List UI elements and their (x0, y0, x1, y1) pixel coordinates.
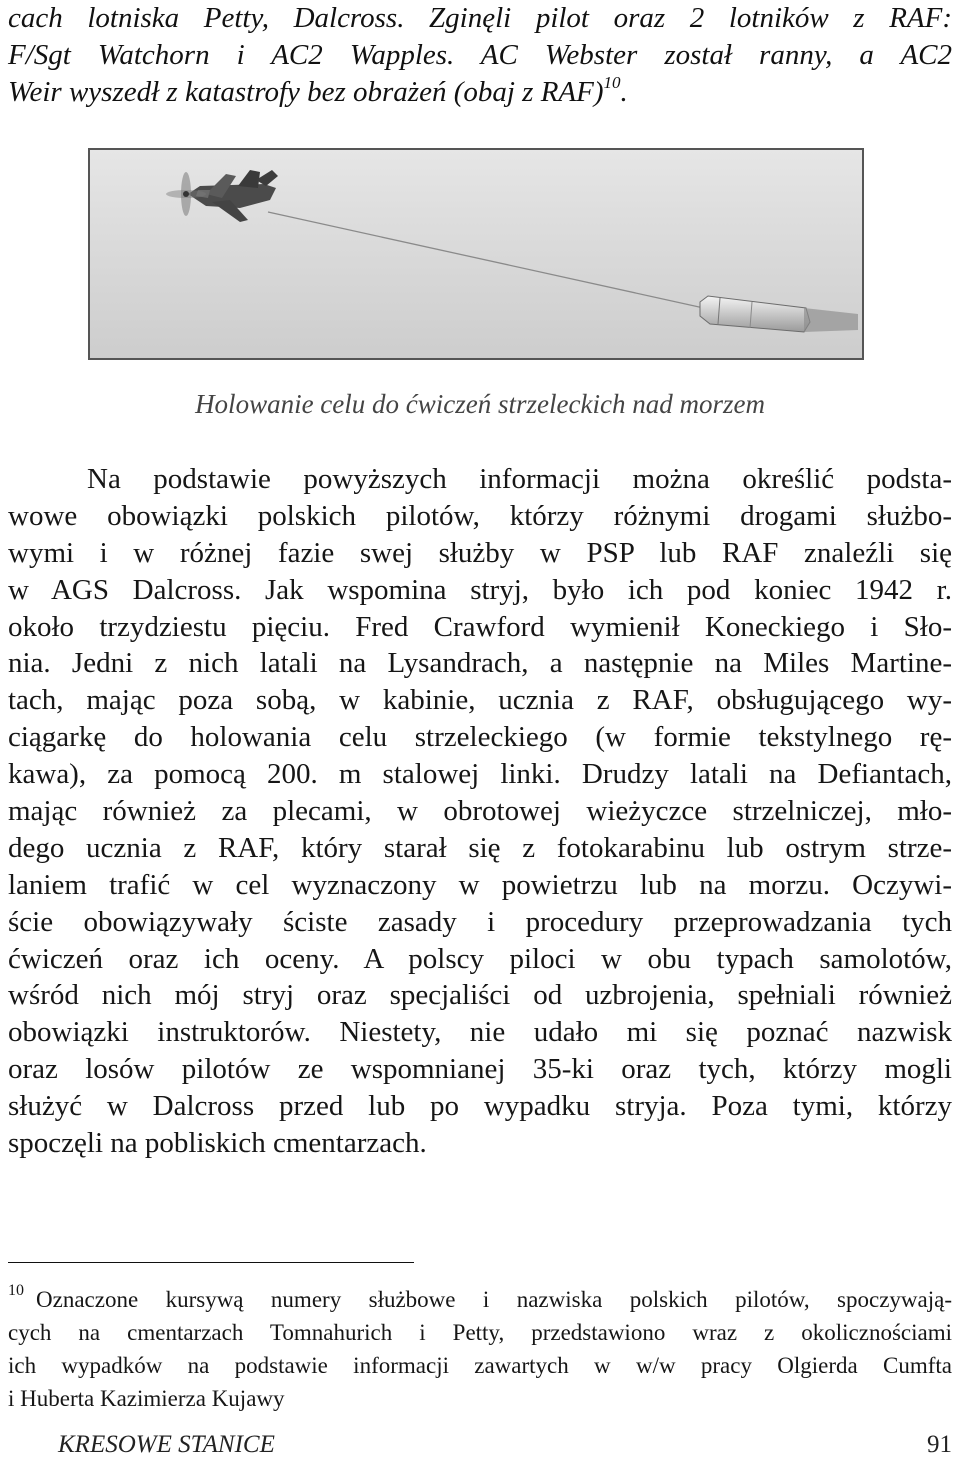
text-line: Weir wyszedł z katastrofy bez obrażeń (obaj z RAF) (8, 76, 604, 108)
text-line: cach lotniska Petty, Dalcross. Zginęli pilot oraz 2 lotników z RAF: (8, 2, 952, 34)
text-line: nia. Jedni z nich latali na Lysandrach, a następnie na Miles Martine- (8, 647, 952, 680)
page-number: 91 (927, 1431, 952, 1458)
text-line: obowiązki instruktorów. Niestety, nie udało mi się poznać nazwisk (8, 1016, 952, 1049)
text-line: Na podstawie powyższych informacji można określić podsta- (87, 463, 952, 495)
text-line-with-footnote (8, 74, 952, 111)
text-line: wowe obowiązki polskich pilotów, którzy różnymi drogami służbo- (8, 499, 952, 532)
text-line: służyć w Dalcross przed lub po wypadku stryja. Poza tymi, którzy (8, 1090, 952, 1123)
text-line: kawa), za pomocą 200. m stalowej linki. Drudzy latali na Defiantach, (8, 758, 952, 791)
text-line: laniem trafić w cel wyznaczony w powietrzu lub na morzu. Oczywi- (8, 868, 952, 901)
text-line: wymi i w różnej fazie swej służby w PSP lub RAF znaleźli się (8, 536, 952, 569)
footnote-line: cych na cmentarzach Tomnahurich i Petty, przedstawiono wraz z okolicznościami (8, 1320, 952, 1345)
text-line: około trzydziestu pięciu. Fred Crawford wymienił Koneckiego i Sło- (8, 610, 952, 643)
text-line: ćwiczeń oraz ich oceny. A polscy piloci w obu typach samolotów, (8, 942, 952, 975)
continued-paragraph (8, 0, 952, 111)
sky-background (88, 148, 864, 360)
sentence-end: . (620, 76, 628, 108)
text-line: tach, mając poza sobą, w kabinie, ucznia z RAF, obsługującego wy- (8, 684, 952, 717)
text-line: ciągarkę do holowania celu strzeleckiego (w formie tekstylnego rę- (8, 721, 952, 754)
footnote-line: i Huberta Kazimierza Kujawy (8, 1386, 285, 1411)
running-title: KRESOWE STANICE (58, 1431, 275, 1458)
text-line: dego ucznia z RAF, który starał się z fotokarabinu lub ostrym strze- (8, 831, 952, 864)
text-line: w AGS Dalcross. Jak wspomina stryj, było ich pod koniec 1942 r. (8, 573, 952, 606)
footnote (8, 1283, 952, 1415)
target-towing-photo (88, 148, 864, 360)
text-line: oraz losów pilotów ze wspomnianej 35-ki oraz tych, którzy mogli (8, 1053, 952, 1086)
footnote-number: 10 (8, 1282, 24, 1299)
footnote-text: Oznaczone kursywą numery służbowe i nazwiska polskich pilotów, spoczywają- (36, 1287, 952, 1312)
text-line: spoczęli na pobliskich cmentarzach. (8, 1127, 427, 1160)
main-paragraph (8, 461, 952, 1162)
figure-caption: Holowanie celu do ćwiczeń strzeleckich nad morzem (195, 389, 765, 419)
text-line: mając również za plecami, w obrotowej wieżyczce strzelniczej, mło- (8, 795, 952, 828)
text-line: ście obowiązywały ściste zasady i procedury przeprowadzania tych (8, 905, 952, 938)
photo-illustration (88, 148, 864, 360)
footnote-divider (8, 1262, 414, 1263)
text-line: F/Sgt Watchorn i AC2 Wapples. AC Webster został ranny, a AC2 (8, 39, 952, 71)
text-line: wśród nich mój stryj oraz specjaliści od uzbrojenia, spełniali również (8, 979, 952, 1012)
footnote-line: ich wypadków na podstawie informacji zawartych w w/w pracy Olgierda Cumfta (8, 1353, 952, 1378)
footnote-reference[interactable]: 10 (603, 73, 621, 92)
footnote-line (8, 1283, 952, 1316)
